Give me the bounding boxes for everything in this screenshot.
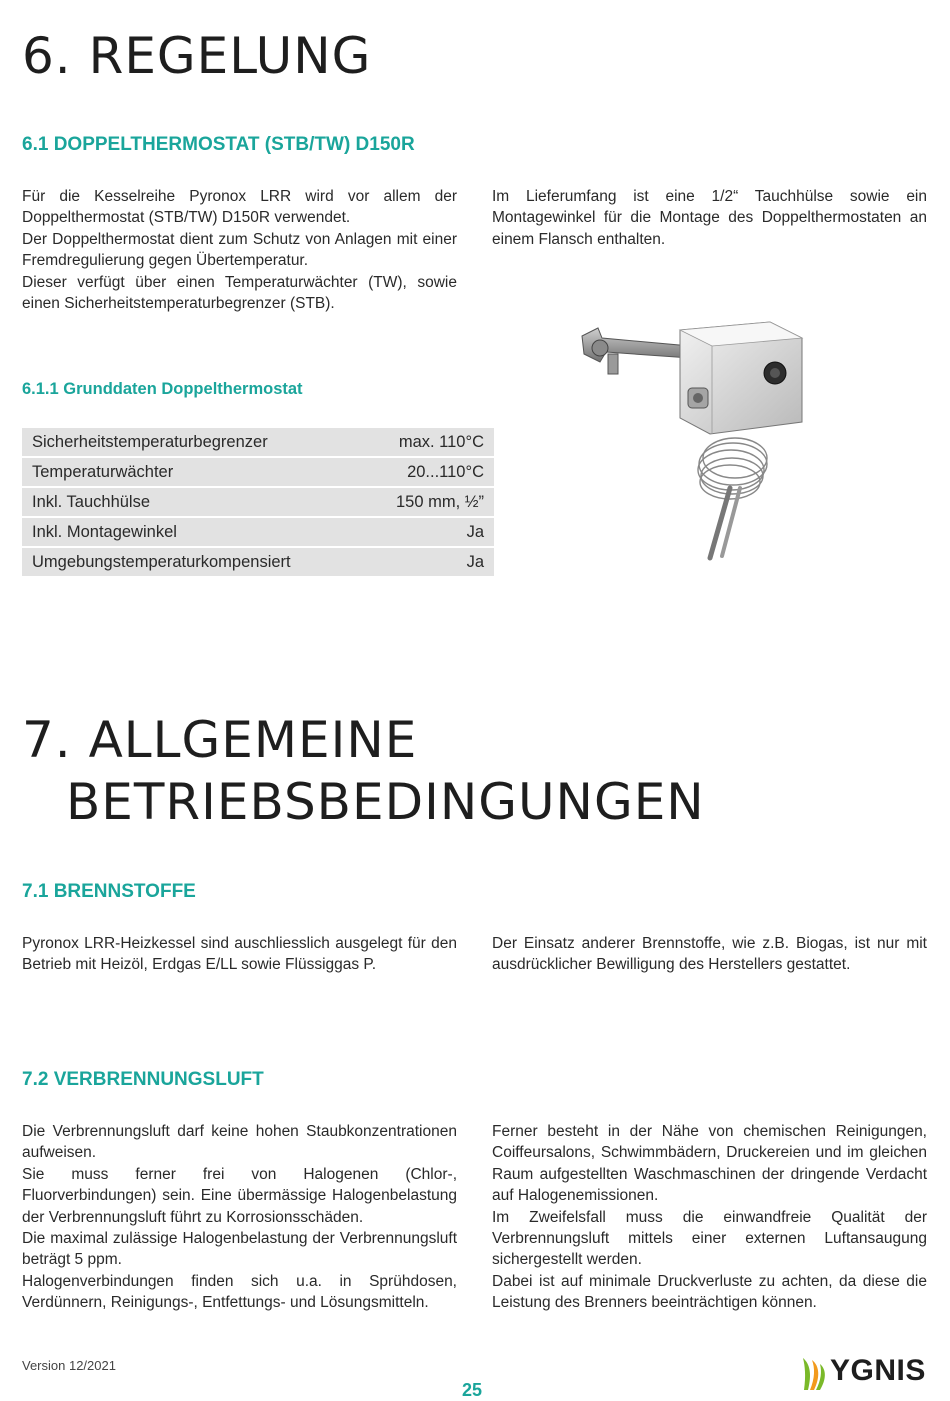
- spec-label: Inkl. Tauchhülse: [22, 488, 362, 516]
- spec-value: 20...110°C: [362, 458, 494, 486]
- paragraph: Der Doppelthermostat dient zum Schutz von Anlagen mit einer Fremdregulierung gegen Übertemperatur.: [22, 230, 457, 270]
- paragraph: Die Verbrennungsluft darf keine hohen Staubkonzentrationen aufweisen.: [22, 1123, 457, 1162]
- spec-value: Ja: [362, 548, 494, 576]
- ygnis-logo: [800, 1354, 932, 1394]
- section-7-title-line1: 7. ALLGEMEINE: [22, 711, 418, 769]
- paragraph: Im Zweifelsfall muss die einwandfreie Qualität der Verbrennungsluft mittels einer externen Luftansaugung sichergestellt werden.: [492, 1208, 927, 1269]
- spec-value: Ja: [362, 518, 494, 546]
- paragraph: Der Einsatz anderer Brennstoffe, wie z.B. Biogas, ist nur mit ausdrücklicher Bewilligung des Herstellers gestattet.: [492, 935, 927, 974]
- paragraph: Dieser verfügt über einen Temperaturwächter (TW), sowie einen Sicherheitstemperaturbegrenzer (STB).: [22, 273, 457, 313]
- subsection-6-1-heading: 6.1 DOPPELTHERMOSTAT (STB/TW) D150R: [22, 134, 415, 155]
- table-row: [22, 458, 494, 486]
- combustion-air-left-text: [22, 1121, 457, 1314]
- paragraph: Im Lieferumfang ist eine 1/2“ Tauchhülse sowie ein Montagewinkel für die Montage des Doppelthermostaten an einem Flansch enthalten.: [492, 188, 927, 248]
- page-number: 25: [462, 1380, 483, 1400]
- specs-table: [22, 426, 494, 578]
- spec-label: Umgebungstemperaturkompensiert: [22, 548, 362, 576]
- spec-label: Inkl. Montagewinkel: [22, 518, 362, 546]
- section-6-1-right-text: [492, 186, 927, 250]
- table-row: [22, 488, 494, 516]
- version-label: Version 12/2021: [22, 1358, 116, 1373]
- combustion-air-right-text: [492, 1121, 927, 1314]
- spec-value: max. 110°C: [362, 428, 494, 456]
- section-6-1-left-text: [22, 186, 457, 314]
- paragraph: Sie muss ferner frei von Halogenen (Chlor-, Fluorverbindungen) sein. Eine übermässige Halogenbelastung der Verbrennungsluft führt zu Korrosionsschäden.: [22, 1165, 457, 1226]
- subsection-7-2-heading: 7.2 VERBRENNUNGSLUFT: [22, 1069, 264, 1090]
- spec-value: 150 mm, ½”: [362, 488, 494, 516]
- paragraph: Die maximal zulässige Halogenbelastung der Verbrennungsluft beträgt 5 ppm.: [22, 1230, 457, 1269]
- paragraph: Pyronox LRR-Heizkessel sind auschliesslich ausgelegt für den Betrieb mit Heizöl, Erdgas E/LL sowie Flüssiggas P.: [22, 935, 457, 974]
- fuels-right-text: [492, 933, 927, 976]
- subsection-6-1-1-heading: 6.1.1 Grunddaten Doppelthermostat: [22, 380, 303, 398]
- paragraph: Für die Kesselreihe Pyronox LRR wird vor allem der Doppelthermostat (STB/TW) D150R verwendet.: [22, 188, 457, 227]
- paragraph: Halogenverbindungen finden sich u.a. in Sprühdosen, Verdünnern, Reinigungs-, Entfettungs- und Lösungsmitteln.: [22, 1272, 457, 1312]
- thermostat-product-image: [570, 318, 810, 568]
- spec-label: Sicherheitstemperaturbegrenzer: [22, 428, 362, 456]
- subsection-7-1-heading: 7.1 BRENNSTOFFE: [22, 881, 196, 902]
- section-6-title: 6. REGELUNG: [22, 27, 372, 85]
- paragraph: Dabei ist auf minimale Druckverluste zu achten, da diese die Leistung des Brenners beeinträchtigen können.: [492, 1272, 927, 1312]
- table-row: [22, 548, 494, 576]
- paragraph: Ferner besteht in der Nähe von chemischen Reinigungen, Coiffeursalons, Schwimmbädern, Druckereien und im gleichen Raum aufgestellten Waschmaschinen der dringende Verdacht auf Halogenemissionen.: [492, 1123, 927, 1205]
- logo-wordmark: YGNIS: [830, 1354, 926, 1387]
- table-row: [22, 518, 494, 546]
- table-row: [22, 428, 494, 456]
- section-7-title-line2: BETRIEBSBEDINGUNGEN: [66, 773, 705, 831]
- ygnis-flame-icon: [800, 1356, 830, 1392]
- spec-label: Temperaturwächter: [22, 458, 362, 486]
- fuels-left-text: [22, 933, 457, 976]
